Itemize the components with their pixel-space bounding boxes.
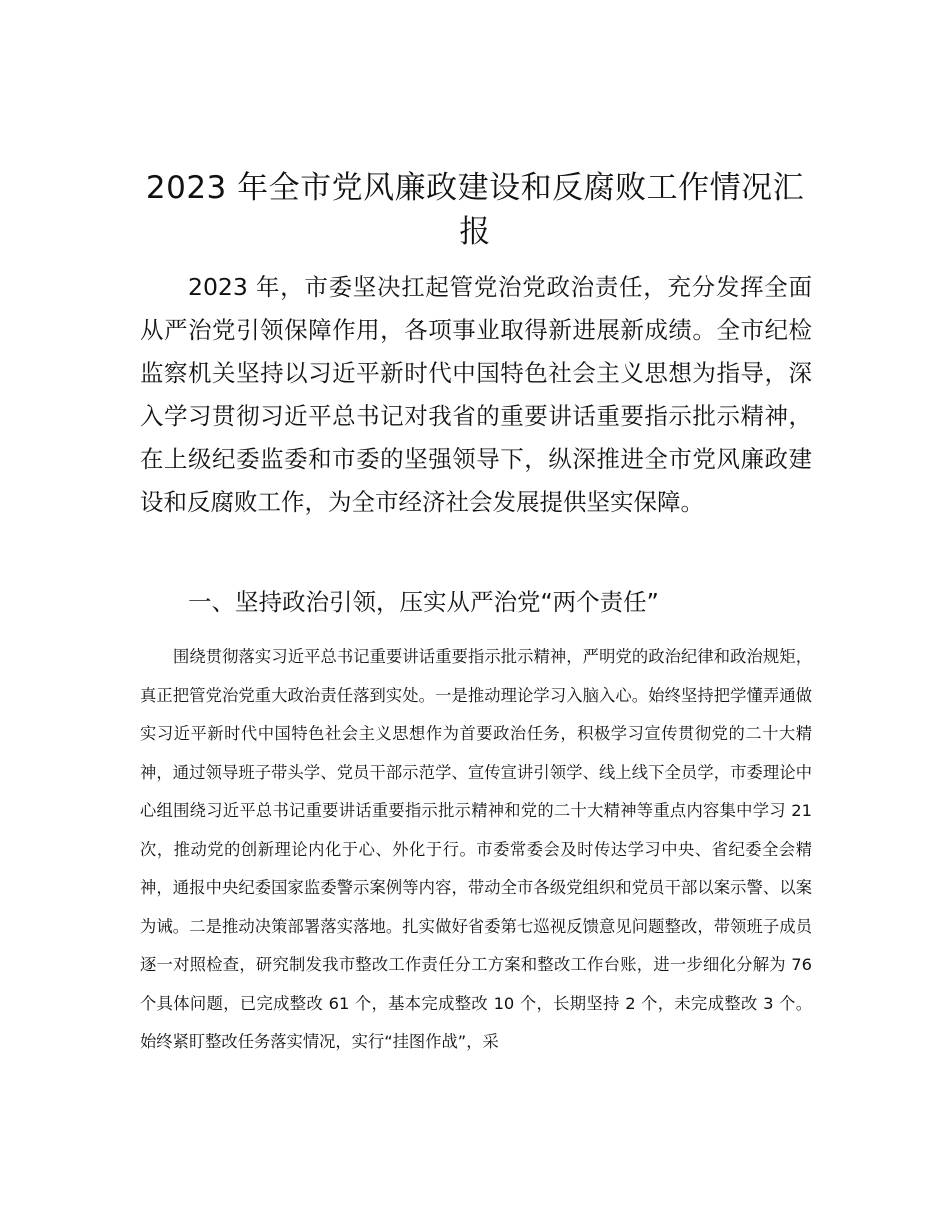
section-1-paragraph: 围绕贯彻落实习近平总书记重要讲话重要指示批示精神，严明党的政治纪律和政治规矩，真正把管党治党重大政治责任落到实处。一是推动理论学习入脑入心。始终坚持把学懂弄通做实习近平新时代中国特色社会主义思想作为首要政治任务，积极学习宣传贯彻党的二十大精神，通过领导班子带头学、党员干部示范学、宣传宣讲引领学、线上线下全员学，市委理论中心组围绕习近平总书记重要讲话重要指示批示精神和党的二十大精神等重点内容集中学习 21 次，推动党的创新理论内化于心、外化于行。市委常委会及时传达学习中央、省纪委全会精神，通报中央纪委国家监委警示案例等内容，带动全市各级党组织和党员干部以案示警、以案为诫。二是推动决策部署落实落地。扎实做好省委第七巡视反馈意见问题整改，带领班子成员逐一对照检查，研究制发我市整改工作责任分工方案和整改工作台账，进一步细化分解为 76 个具体问题，已完成整改 61 个，基本完成整改 10 个，长期坚持 2 个，未完成整改 3 个。始终紧盯整改任务落实情况，实行“挂图作战”，采 bbox=[140, 647, 812, 1051]
document-title: 2023 年全市党风廉政建设和反腐败工作情况汇报 bbox=[145, 170, 805, 250]
section-1-heading: 一、坚持政治引领，压实从严治党“两个责任” bbox=[188, 588, 659, 616]
intro-paragraph: 2023 年，市委坚决扛起管党治党政治责任，充分发挥全面从严治党引领保障作用，各项事业取得新进展新成绩。全市纪检监察机关坚持以习近平新时代中国特色社会主义思想为指导，深入学习贯彻习近平总书记对我省的重要讲话重要指示批示精神，在上级纪委监委和市委的坚强领导下，纵深推进全市党风廉政建设和反腐败工作，为全市经济社会发展提供坚实保障。 bbox=[140, 273, 812, 516]
